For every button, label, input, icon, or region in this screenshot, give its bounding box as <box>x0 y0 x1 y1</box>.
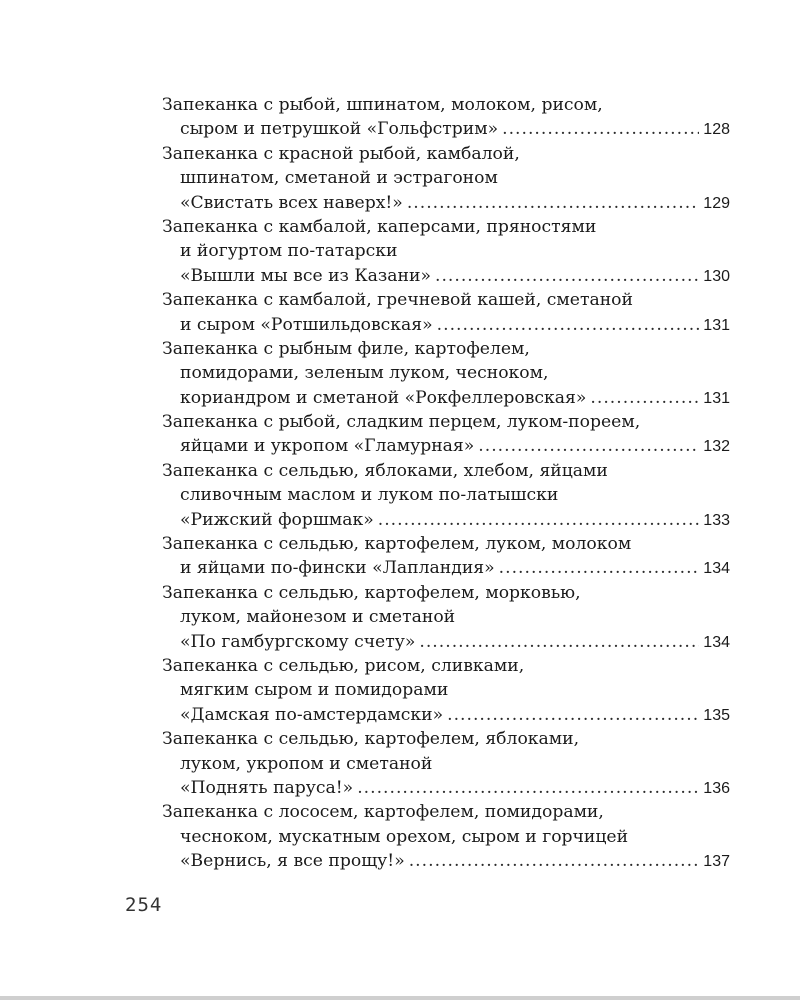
toc-entry-continuation-line: луком, укропом и сметаной <box>180 753 433 774</box>
toc-entry-first-line: Запеканка с сельдью, картофелем, морковью, <box>162 582 581 603</box>
toc-entry-last-line <box>162 386 730 410</box>
toc-entry-title-tail: кориандром и сметаной «Рокфеллеровская» <box>180 387 587 408</box>
toc-entry <box>162 142 730 215</box>
dot-leader <box>409 849 700 873</box>
toc-entry-last-line <box>162 703 730 727</box>
dot-leader <box>435 264 699 288</box>
toc-entry-last-line <box>162 556 730 580</box>
dot-leader <box>502 117 699 141</box>
toc-entry-first-line: Запеканка с лососем, картофелем, помидорами, <box>162 802 604 823</box>
toc-page-ref: 133 <box>703 511 730 529</box>
toc-entry-last-line <box>162 508 730 532</box>
toc-page-ref: 129 <box>703 194 730 212</box>
toc-entry-title-tail: сыром и петрушкой «Гольфстрим» <box>180 119 499 140</box>
toc-entry-first-line: Запеканка с камбалой, каперсами, пряностями <box>162 216 597 237</box>
toc-entry <box>162 654 730 727</box>
toc-entry-last-line <box>162 849 730 873</box>
toc-page-ref: 135 <box>703 706 730 724</box>
toc-entry-first-line: Запеканка с сельдью, яблоками, хлебом, яйцами <box>162 460 608 481</box>
toc-entry-last-line <box>162 434 730 458</box>
toc-entry-continuation-line: луком, майонезом и сметаной <box>180 607 456 628</box>
toc-entry-title-tail: «Вернись, я все прощу!» <box>180 851 405 872</box>
toc-entry-last-line <box>162 117 730 141</box>
toc-entry-continuation-line: чесноком, мускатным орехом, сыром и горчицей <box>180 826 629 847</box>
dot-leader <box>378 508 700 532</box>
toc-entry-title-tail: «Поднять паруса!» <box>180 777 354 798</box>
toc-entry-last-line <box>162 630 730 654</box>
toc-entry-first-line: Запеканка с камбалой, гречневой кашей, сметаной <box>162 290 633 311</box>
toc-entry-title-tail: «Свистать всех наверх!» <box>180 192 403 213</box>
toc-page-ref: 134 <box>703 633 730 651</box>
toc-entry-first-line: Запеканка с рыбой, сладким перцем, луком-пореем, <box>162 412 641 433</box>
toc-entry-title-tail: «Дамская по-амстердамски» <box>180 704 444 725</box>
toc-entry-continuation-line: и йогуртом по-татарски <box>180 241 398 262</box>
dot-leader <box>407 191 699 215</box>
toc-page-ref: 137 <box>703 853 730 871</box>
toc-entry-last-line <box>162 191 730 215</box>
bottom-border <box>0 996 800 1000</box>
toc-entry <box>162 581 730 654</box>
toc-entry-title-tail: «Рижский форшмак» <box>180 509 374 530</box>
toc-entry <box>162 93 730 142</box>
toc-entry-first-line: Запеканка с красной рыбой, камбалой, <box>162 143 520 164</box>
dot-leader <box>357 776 699 800</box>
toc-entry-last-line <box>162 776 730 800</box>
toc-entry <box>162 288 730 337</box>
toc-entry-title-tail: «По гамбургскому счету» <box>180 631 416 652</box>
dot-leader <box>419 630 699 654</box>
dot-leader <box>447 703 699 727</box>
toc-entry <box>162 410 730 459</box>
toc-entry-title-tail: яйцами и укропом «Гламурная» <box>180 436 475 457</box>
dot-leader <box>499 556 700 580</box>
toc-entry-last-line <box>162 313 730 337</box>
toc-entry-title-tail: и яйцами по-фински «Лапландия» <box>180 558 495 579</box>
dot-leader <box>590 386 699 410</box>
toc-entry <box>162 727 730 800</box>
toc-entry <box>162 215 730 288</box>
toc-entry <box>162 532 730 581</box>
toc-page-ref: 130 <box>703 267 730 285</box>
toc-entry-last-line <box>162 264 730 288</box>
toc-entry-continuation-line: сливочным маслом и луком по-латышски <box>180 485 559 506</box>
page-number: 254 <box>125 894 163 916</box>
table-of-contents <box>162 93 730 874</box>
dot-leader <box>478 434 699 458</box>
toc-page-ref: 136 <box>703 779 730 797</box>
toc-entry-continuation-line: мягким сыром и помидорами <box>180 680 449 701</box>
toc-entry <box>162 459 730 532</box>
toc-page-ref: 131 <box>703 389 730 407</box>
toc-entry-first-line: Запеканка с рыбой, шпинатом, молоком, рисом, <box>162 95 603 115</box>
toc-entry <box>162 337 730 410</box>
toc-entry <box>162 800 730 873</box>
toc-entry-continuation-line: помидорами, зеленым луком, чесноком, <box>180 363 549 384</box>
dot-leader <box>437 313 700 337</box>
toc-entry-title-tail: «Вышли мы все из Казани» <box>180 265 431 286</box>
toc-page-ref: 128 <box>703 121 730 139</box>
toc-page-ref: 132 <box>703 438 730 456</box>
toc-page-ref: 131 <box>703 316 730 334</box>
toc-entry-first-line: Запеканка с рыбным филе, картофелем, <box>162 338 530 359</box>
toc-entry-title-tail: и сыром «Ротшильдовская» <box>180 314 433 335</box>
toc-page-ref: 134 <box>703 560 730 578</box>
toc-entry-first-line: Запеканка с сельдью, рисом, сливками, <box>162 655 525 676</box>
toc-entry-continuation-line: шпинатом, сметаной и эстрагоном <box>180 168 498 189</box>
toc-entry-first-line: Запеканка с сельдью, картофелем, яблоками, <box>162 729 580 750</box>
toc-entry-first-line: Запеканка с сельдью, картофелем, луком, молоком <box>162 534 632 555</box>
